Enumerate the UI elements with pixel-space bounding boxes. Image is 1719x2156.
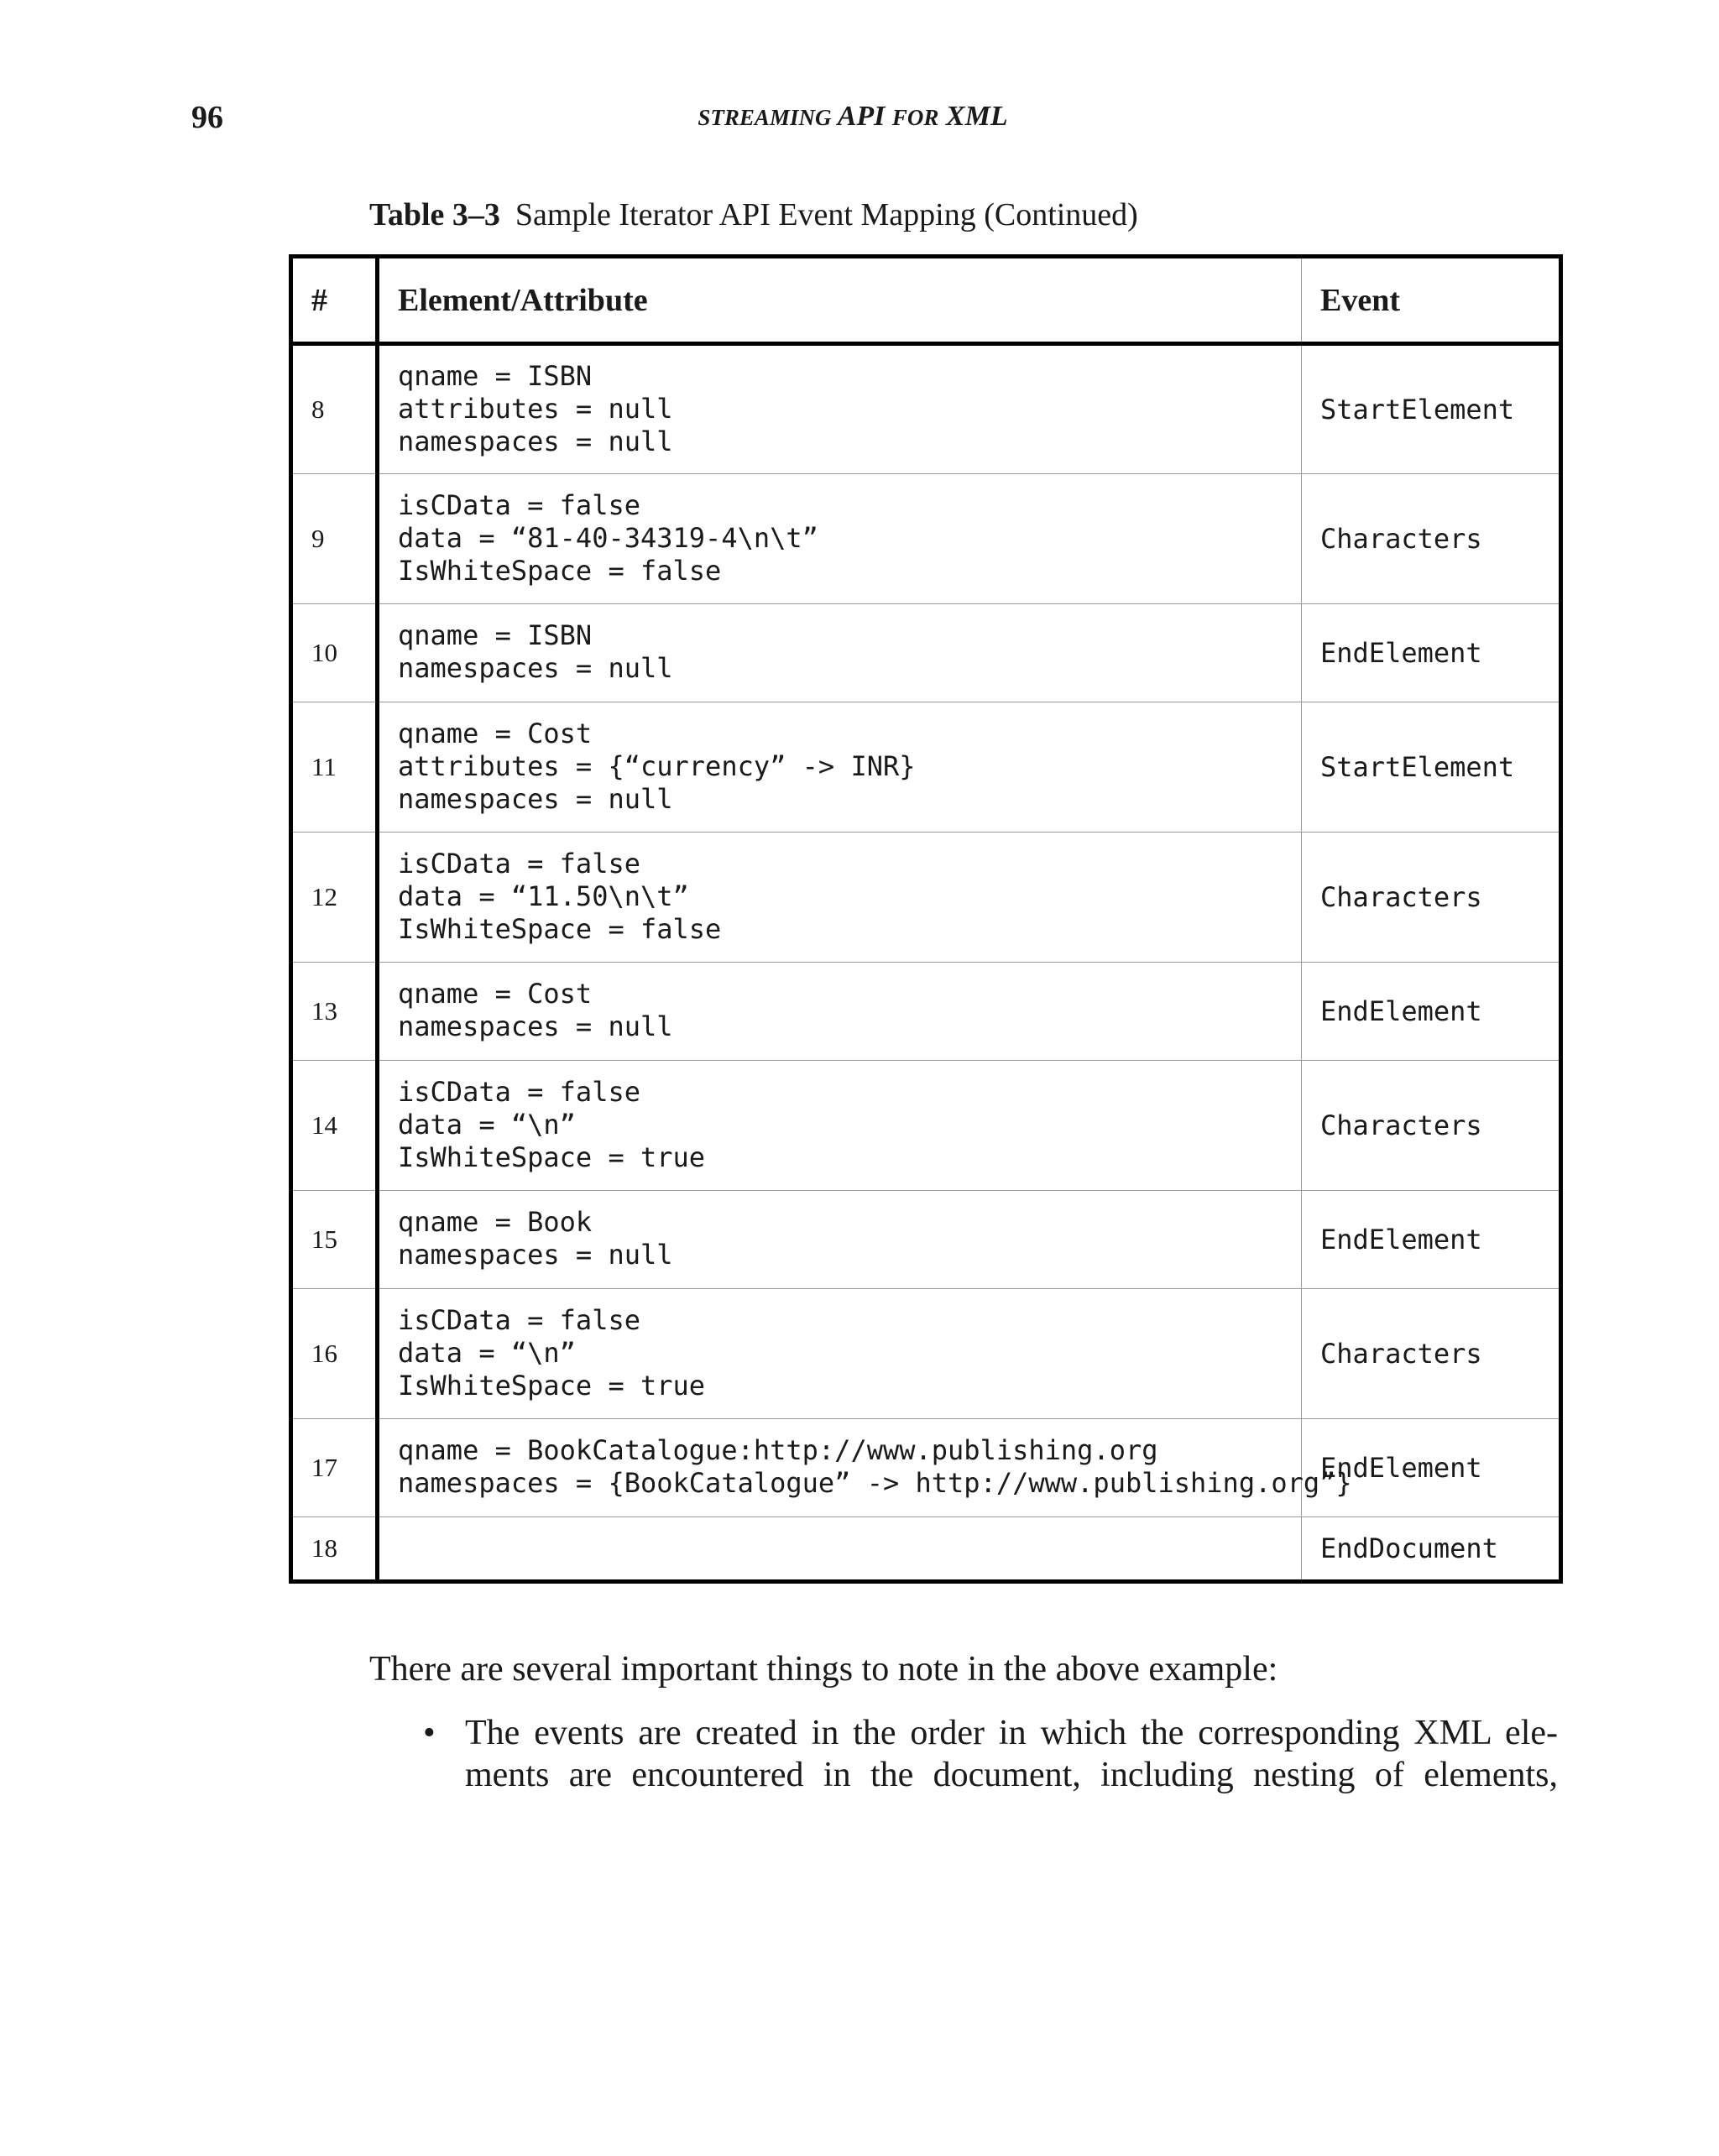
table-row — [291, 1191, 1561, 1289]
event-cell: EndDocument — [1302, 1517, 1561, 1582]
element-attribute-cell — [378, 344, 1302, 474]
attribute-line: qname = Cost — [398, 717, 593, 749]
event-cell: StartElement — [1302, 702, 1561, 833]
element-attribute-cell — [378, 474, 1302, 604]
element-attribute-cell — [378, 963, 1302, 1061]
attribute-line: namespaces = null — [398, 1239, 673, 1271]
event-cell: Characters — [1302, 833, 1561, 963]
page-number: 96 — [191, 100, 223, 135]
attribute-line: data = “\n” — [398, 1336, 576, 1369]
attribute-line: IsWhiteSpace = false — [398, 554, 722, 587]
event-cell: StartElement — [1302, 344, 1561, 474]
event-cell: Characters — [1302, 474, 1561, 604]
event-mapping-table — [289, 254, 1563, 1584]
attribute-line: namespaces = null — [398, 782, 673, 815]
bullet-line: The events are created in the order in which the corresponding XML ele- — [465, 1714, 1558, 1752]
attribute-line: data = “11.50\n\t” — [398, 880, 689, 912]
event-cell: Characters — [1302, 1061, 1561, 1191]
attribute-line: qname = Cost — [398, 978, 593, 1010]
element-attribute-cell — [378, 833, 1302, 963]
attribute-line: isCData = false — [398, 1075, 640, 1108]
row-number-cell: 10 — [291, 604, 378, 702]
table-row — [291, 604, 1561, 702]
attribute-line: qname = ISBN — [398, 619, 593, 651]
table-row — [291, 1061, 1561, 1191]
element-attribute-cell — [378, 1419, 1352, 1517]
attribute-line: IsWhiteSpace = false — [398, 912, 722, 945]
table-row — [291, 963, 1561, 1061]
attribute-line: namespaces = null — [398, 425, 673, 457]
body-paragraph: There are several important things to note in the above example: — [369, 1650, 1278, 1689]
element-attribute-cell — [378, 1289, 1302, 1419]
table-row — [291, 702, 1561, 833]
attribute-line: data = “\n” — [398, 1108, 576, 1141]
event-cell: EndElement — [1302, 963, 1561, 1061]
table-caption-label: Table 3–3 — [369, 197, 500, 232]
attribute-line: attributes = {“currency” -> INR} — [398, 749, 916, 782]
table-header-row — [291, 257, 1561, 344]
attribute-line: isCData = false — [398, 847, 640, 880]
running-title-for: FOR — [891, 105, 939, 130]
row-number-cell: 11 — [291, 702, 378, 833]
element-attribute-cell — [378, 1191, 1302, 1289]
row-number-cell: 16 — [291, 1289, 378, 1419]
column-header-number: # — [291, 257, 378, 344]
bullet-line: ments are encountered in the document, including nesting of elements, — [465, 1756, 1558, 1794]
row-number-cell: 18 — [291, 1517, 378, 1582]
element-attribute-cell — [378, 1061, 1302, 1191]
attribute-line: attributes = null — [398, 392, 673, 425]
attribute-line: namespaces = {BookCatalogue” -> http://www.publishing.org”} — [398, 1467, 1352, 1499]
table-row — [291, 833, 1561, 963]
event-cell: Characters — [1302, 1289, 1561, 1419]
attribute-line: isCData = false — [398, 1303, 640, 1336]
table-row — [291, 1419, 1561, 1517]
table-caption-text: Sample Iterator API Event Mapping (Continued) — [515, 197, 1138, 232]
table-caption — [369, 196, 1138, 233]
running-head — [191, 99, 1514, 139]
attribute-line: namespaces = null — [398, 652, 673, 684]
row-number-cell: 13 — [291, 963, 378, 1061]
row-number-cell: 9 — [291, 474, 378, 604]
bullet-mark: • — [423, 1714, 436, 1752]
event-cell: EndElement — [1302, 604, 1561, 702]
attribute-line: namespaces = null — [398, 1010, 673, 1042]
column-header-element-attribute: Element/Attribute — [378, 257, 1302, 344]
attribute-line: IsWhiteSpace = true — [398, 1141, 706, 1173]
attribute-line: data = “81-40-34319-4\n\t” — [398, 521, 818, 554]
attribute-line: qname = Book — [398, 1206, 593, 1238]
table-row — [291, 344, 1561, 474]
table-row — [291, 1517, 1561, 1582]
table-row — [291, 1289, 1561, 1419]
row-number-cell: 17 — [291, 1419, 378, 1517]
attribute-line: qname = ISBN — [398, 359, 593, 392]
attribute-line: isCData = false — [398, 488, 640, 521]
event-cell: EndElement — [1302, 1191, 1561, 1289]
attribute-line: qname = BookCatalogue:http://www.publishing.org — [398, 1434, 1158, 1466]
running-title-streaming: STREAMING — [698, 105, 832, 130]
event-cell: EndElement — [1302, 1419, 1561, 1517]
bullet-text — [465, 1712, 1558, 1796]
running-title-api: API — [831, 101, 892, 132]
running-title-xml: XML — [938, 101, 1008, 132]
running-title — [191, 101, 1514, 133]
row-number-cell: 8 — [291, 344, 378, 474]
table-row — [291, 474, 1561, 604]
element-attribute-cell — [378, 702, 1302, 833]
row-number-cell: 15 — [291, 1191, 378, 1289]
element-attribute-cell — [378, 1517, 1302, 1582]
row-number-cell: 14 — [291, 1061, 378, 1191]
element-attribute-cell — [378, 604, 1302, 702]
column-header-event: Event — [1302, 257, 1561, 344]
row-number-cell: 12 — [291, 833, 378, 963]
attribute-line: IsWhiteSpace = true — [398, 1369, 706, 1402]
table-body — [291, 344, 1561, 1582]
